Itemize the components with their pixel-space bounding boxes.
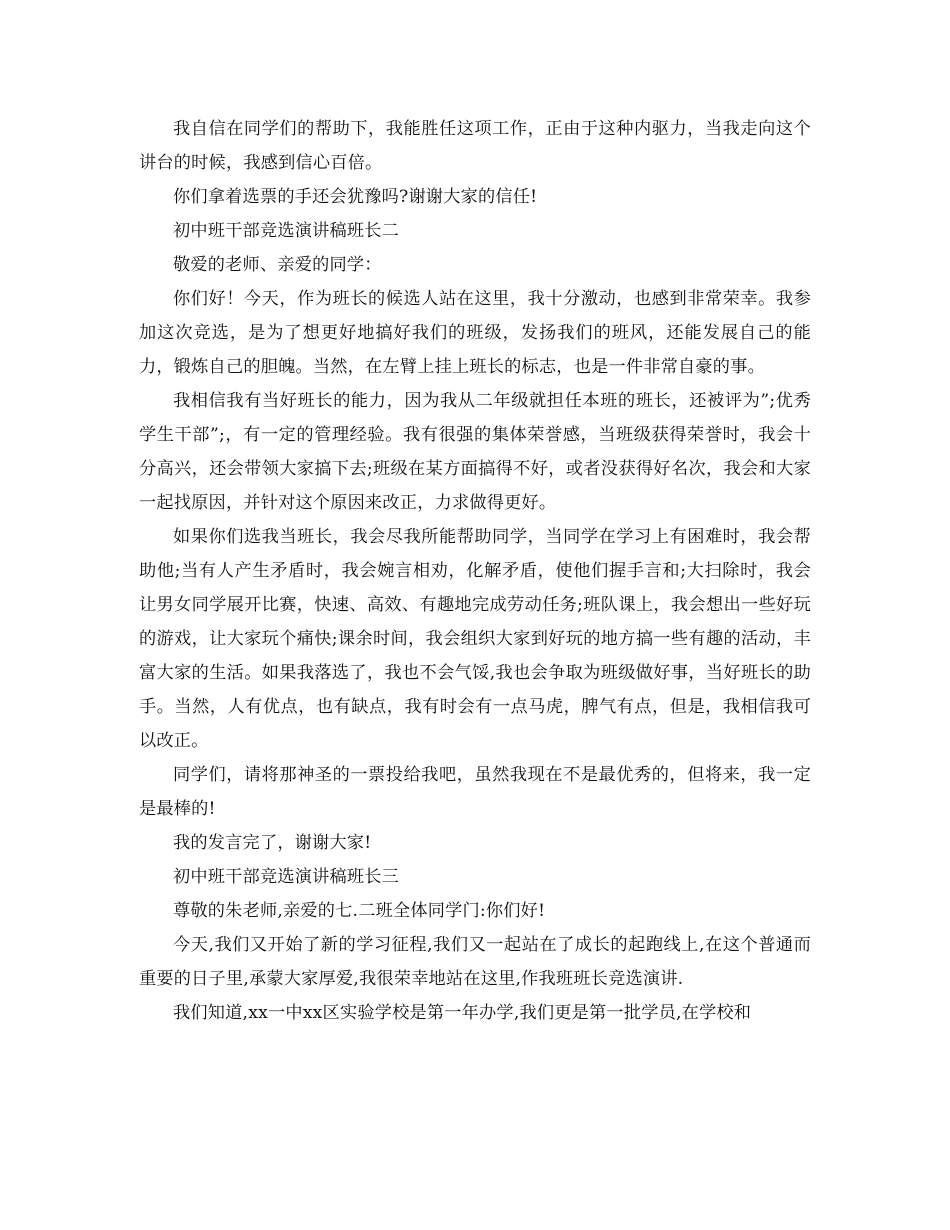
paragraph: 你们好！今天，作为班长的候选人站在这里，我十分激动，也感到非常荣幸。我参加这次竞选，是为了想更好地搞好我们的班级，发扬我们的班风，还能发展自己的能力，锻炼自己的胆魄。当然，在左臂上挂上班长的标志，也是一件非常自豪的事。	[139, 289, 811, 377]
salutation: 敬爱的老师、亲爱的同学：	[173, 255, 382, 275]
paragraph: 你们拿着选票的手还会犹豫吗?谢谢大家的信任!	[173, 187, 538, 207]
document-body	[139, 112, 811, 1030]
paragraph: 我相信我有当好班长的能力，因为我从二年级就担任本班的班长，还被评为”;优秀学生干部”;，有一定的管理经验。我有很强的集体荣誉感，当班级获得荣誉时，我会十分高兴，还会带领大家搞下去;班级在某方面搞得不好，或者没获得好名次，我会和大家一起找原因，并针对这个原因来改正，力求做得更好。	[139, 391, 811, 513]
paragraph: 如果你们选我当班长，我会尽我所能帮助同学，当同学在学习上有困难时，我会帮助他;当有人产生矛盾时，我会婉言相劝，化解矛盾，使他们握手言和;大扫除时，我会让男女同学展开比赛，快速、高效、有趣地完成劳动任务;班队课上，我会想出一些好玩的游戏，让大家玩个痛快;课余时间，我会组织大家到好玩的地方搞一些有趣的活动，丰富大家的生活。如果我落选了，我也不会气馁,我也会争取为班级做好事，当好班长的助手。当然，人有优点，也有缺点，我有时会有一点马虎，脾气有点，但是，我相信我可以改正。	[139, 527, 811, 751]
paragraph: 我自信在同学们的帮助下，我能胜任这项工作，正由于这种内驱力，当我走向这个讲台的时候，我感到信心百倍。	[139, 119, 811, 173]
section-heading: 初中班干部竞选演讲稿班长三	[173, 867, 400, 887]
paragraph: 我们知道,xx一中xx区实验学校是第一年办学,我们更是第一批学员,在学校和	[173, 1003, 752, 1023]
section-heading: 初中班干部竞选演讲稿班长二	[173, 221, 400, 241]
paragraph: 我的发言完了，谢谢大家!	[173, 833, 372, 853]
paragraph: 同学们，请将那神圣的一票投给我吧，虽然我现在不是最优秀的，但将来，我一定是最棒的!	[139, 765, 811, 819]
salutation: 尊敬的朱老师,亲爱的七.二班全体同学门:你们好!	[173, 901, 546, 921]
paragraph: 今天,我们又开始了新的学习征程,我们又一起站在了成长的起跑线上,在这个普通而重要的日子里,承蒙大家厚爱,我很荣幸地站在这里,作我班班长竞选演讲.	[139, 935, 811, 989]
